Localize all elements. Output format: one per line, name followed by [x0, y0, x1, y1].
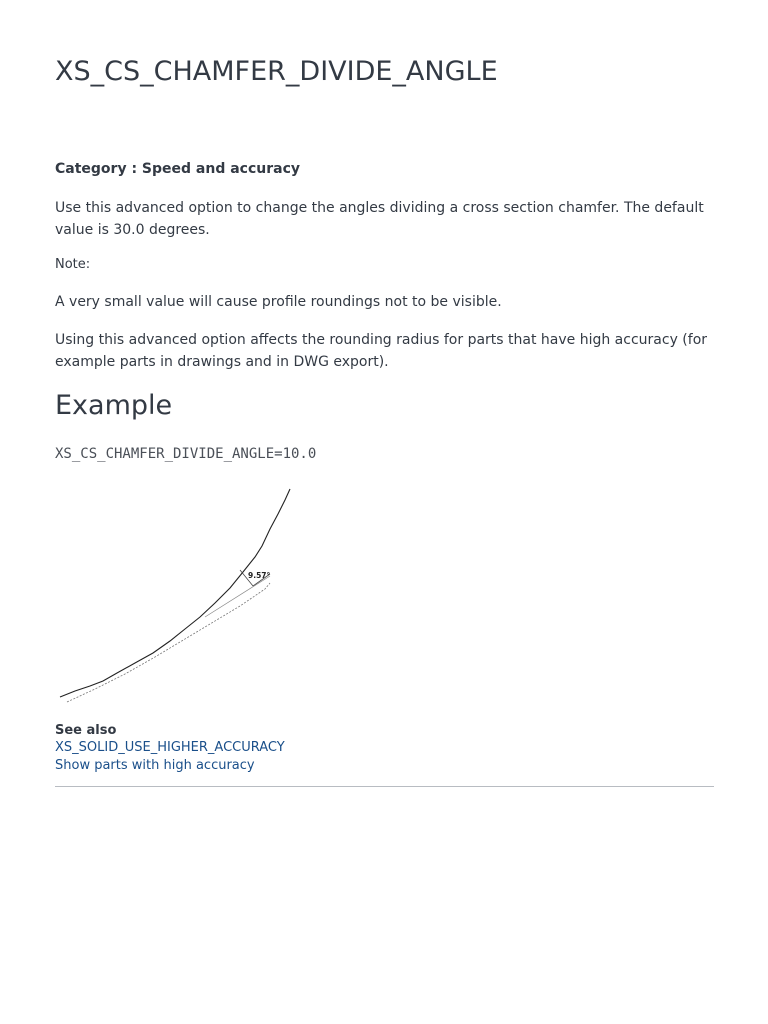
page-title: XS_CS_CHAMFER_DIVIDE_ANGLE: [55, 56, 498, 87]
see-also-label: See also: [55, 723, 117, 738]
angle-label: 9.57°: [248, 571, 271, 580]
example-code: XS_CS_CHAMFER_DIVIDE_ANGLE=10.0: [55, 446, 317, 462]
description-paragraph: Use this advanced option to change the angles dividing a cross section chamfer. The default value is 30.0 degrees.: [55, 200, 704, 238]
profile-curve: [60, 489, 290, 697]
angle-line-c: [205, 576, 270, 617]
category-label: Category : Speed and accuracy: [55, 161, 301, 177]
chamfer-angle-figure: [55, 484, 300, 708]
note-paragraph-2: Using this advanced option affects the rounding radius for parts that have high accuracy (for example parts in drawings and in DWG export).: [55, 332, 708, 370]
link-show-parts-high-accuracy[interactable]: Show parts with high accuracy: [55, 758, 255, 773]
example-heading: Example: [55, 390, 173, 421]
note-paragraph-1: A very small value will cause profile roundings not to be visible.: [55, 294, 502, 310]
link-xs-solid-use-higher-accuracy[interactable]: XS_SOLID_USE_HIGHER_ACCURACY: [55, 740, 285, 755]
footer-divider: [55, 786, 714, 787]
note-label: Note:: [55, 257, 91, 272]
